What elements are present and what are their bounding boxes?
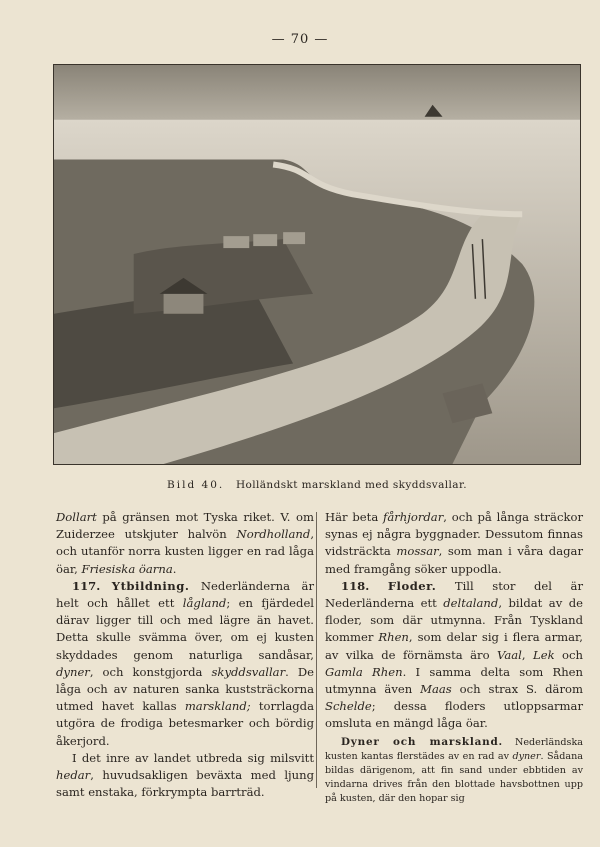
house (283, 232, 305, 244)
farmhouse (164, 292, 204, 314)
paragraph: Dollart på gränsen mot Tyska riket. V. om Zuiderzee utskjuter halvön Nordholland, och utanför norra kusten ligger en rad låga öar, Friesiska öarna. (56, 510, 314, 576)
figure-caption (0, 479, 600, 491)
sky (54, 65, 580, 125)
page-number: — 70 — (271, 32, 329, 47)
left-column (56, 509, 314, 801)
section-118: 118. Floder. Till stor del är Nederländerna ett deltaland, bildat av de floder, som där utmynna. Från Tyskland kommer Rhen, som delar sig i flera armar, av vilka de förnämsta äro Vaal, Lek och Gamla Rhen. I samma delta som Rhen utmynna även Maas och strax S. därom Schelde; dessa floders utloppsarmar omsluta en mängd låga öar. (325, 578, 583, 731)
house (253, 234, 277, 246)
section-117: 117. Ytbildning. Nederländerna är helt och hållet ett lågland; en fjärdedel därav ligger till och med lägre än havet. Detta skulle svämma över, om ej kusten skyddades genom naturliga sandåsar, dyner, och konstgjorda skyddsvallar. De låga och av naturen sanka kuststräckorna utmed havet kallas marskland; torrlagda utgöra de frodiga betesmarker och bördig åkerjord. (56, 578, 315, 748)
figure-label: Bild 40. (167, 479, 225, 491)
house (223, 236, 249, 248)
dike-landscape-illustration (54, 65, 580, 464)
paragraph: Här beta fårhjordar, och på långa sträckor synas ej några byggnader. Dessutom finnas vidsträckta mossar, som man i våra dagar med framgång söker uppodla. (325, 510, 583, 576)
paragraph: I det inre av landet utbreda sig milsvitt hedar, huvudsakligen beväxta med ljung samt enstaka, förkrympta barrträd. (56, 750, 314, 800)
column-divider (316, 512, 317, 788)
figure-illustration (53, 64, 581, 465)
paragraph-small: Dyner och marskland. Nederländska kusten kantas flerstädes av en rad av dyner. Sådana bildas därigenom, att fin sand under ebbtiden av vindarna drives från den blottade havsbottnen upp på kusten, där den hopar sig (325, 735, 583, 804)
right-column (325, 509, 583, 806)
figure-caption-text: Holländskt marskland med skyddsvallar. (235, 479, 467, 491)
